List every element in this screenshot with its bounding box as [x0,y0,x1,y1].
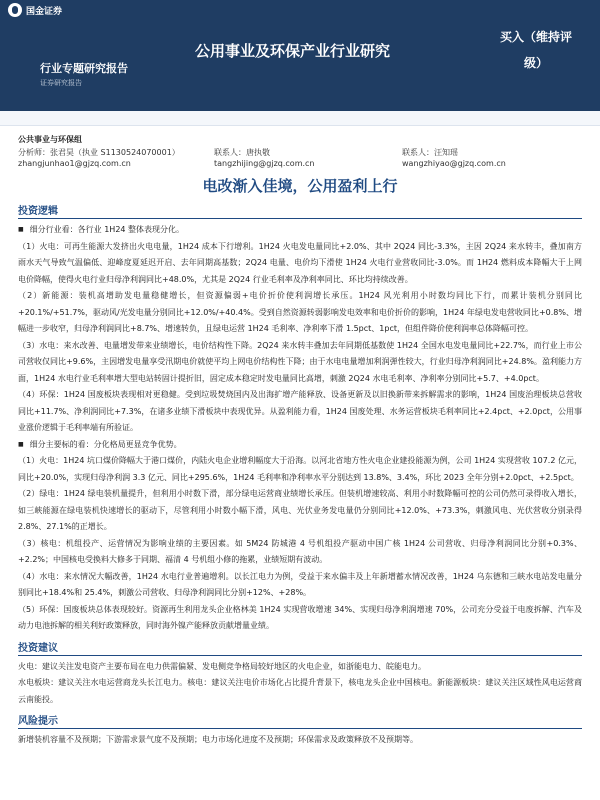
report-category: 行业专题研究报告 [40,62,128,75]
rating-line-2: 级） [523,56,548,70]
logo-icon [8,3,22,17]
analyst-email[interactable]: zhangjunhao1@gjzq.com.cn [18,159,131,168]
rating-badge [480,24,592,76]
report-headline: 电改渐入佳境，公用盈利上行 [202,177,398,195]
report-title: 公用事业及环保产业行业研究 [195,42,391,60]
analyst-3 [402,147,582,168]
analyst-label: 分析师：张君昊（执业 S1130524070001） [18,148,180,157]
analyst-email[interactable]: tangzhijing@gjzq.com.cn [214,159,315,168]
banner-divider [0,111,600,126]
paragraph: （1）火电：可再生能源大发挤出火电电量，1H24 成本下行增利。1H24 火电发电量同比+2.0%、其中 2Q24 同比-3.3%，主因 2Q24 来水转丰，叠加南方雨水天气导致气温偏低、迎峰度夏延迟开启、去年同期高基数；2Q24 电量、电价均下滑使 1H24 火电行业营收同比-3.0%。而 1H24 燃料成本降幅大于上网电价降幅，使得火电行业归母净利润同比+48.0%，尤其是 2Q24 行业毛利率及净利率同比、环比均持续改善。 [18,241,582,284]
report-banner [0,0,600,111]
section-title-logic: 投资逻辑 [18,202,582,219]
report-subcategory: 证券研究报告 [40,79,82,87]
paragraph: （2）新能源：装机高增助发电量稳健增长，但资源偏弱+电价折价使利润增长承压。1H24 风光利用小时数均同比下行，而累计装机分别同比+20.1%/+51.7%，驱动风/光发电量分别同比+12.0%/+40.4%。受到自然资源转弱影响发电效率和电价折价的影响，1H24 年绿电发电营收同比+0.8%、增幅进一步收窄，归母净利润同比+8.7%、增速转负，且绿电运营 1H24 毛利率、净利率下滑 1.5pct、1pct，但组件降价使利润率总体降幅可控。 [18,291,582,333]
bullet-paragraph: ■ 细分主要标的看：分化格局更显竞争优势。 [18,437,582,454]
paragraph: （5）环保：国废板块总体表现较好。资源再生利用龙头企业格林美 1H24 实现营收增速 34%、实现归母净利润增速 70%，公司充分受益于电废拆解、汽车及动力电池拆解的相关利好政策释放，同时海外镍产能释放贡献增量业绩。 [18,604,582,630]
paragraph: （3）水电：来水改善、电量增发带来业绩增长，电价结构性下降。2Q24 来水转丰叠加去年同期低基数使 1H24 全国水电发电量同比+22.7%，而行业上市公司营收仅同比+9.6%，主因增发电量享受汛期电价就使平均上网电价结构性下降；由于水电电量增加利润弹性较大，行业归母净利润同比+24.8%。盈利能力方面，1H24 水电行业毛利率增大型电站转固计提折旧，固定成本稳定时发电量同比高增，刺激 2Q24 水电毛利率、净利率分别同比+5.7、+4.0pct。 [18,340,582,383]
analyst-label: 联系人：唐执敬 [214,148,270,157]
analyst-block [18,147,582,168]
bullet-paragraph: ■ 细分行业看：各行业 1H24 整体表现分化。 [18,222,582,239]
paragraph: （3）核电：机组投产、运营情况为影响业绩的主要因素。如 5M24 防城港 4 号机组投产驱动中国广核 1H24 公司营收、归母净利润同比分别+0.3%、+2.2%；中国核电受换料大修多于同期、福清 4 号机组小修的拖累，业绩短期有波动。 [18,538,582,564]
paragraph: 水电板块：建议关注水电运营商龙头长江电力。核电：建议关注电价市场化占比提升背景下，核电龙头企业中国核电。新能源板块：建议关注区域性风电运营商云南能投。 [18,678,582,704]
analyst-1 [18,147,214,168]
section-title-risk: 风险提示 [18,712,582,729]
section-title-advice: 投资建议 [18,639,582,656]
industry-group: 公共事业与环保组 [18,135,82,144]
paragraph: （4）环保：1H24 国废板块表现相对更稳健。受到垃圾焚烧国内及出海扩增产能释放、设备更新及以旧换新带来拆解需求的影响，1H24 国废治理板块总营收同比+11.7%、净利润同比+7.3%，在诸多业绩下滑板块中表现优异。从盈利能力看，1H24 国废处理、水务运营板块毛利率同比+2.4pct、+2.0pct，公用事业涨价逻辑于毛利率端有所验证。 [18,390,582,432]
logo-text: 国金证券 [26,6,63,17]
report-body [0,126,600,749]
analyst-email[interactable]: wangzhiyao@gjzq.com.cn [402,159,506,168]
paragraph: （2）绿电：1H24 绿电装机量提升，但利用小时数下滑，部分绿电运营商业绩增长承压。但装机增速较高、利用小时数降幅可控的公司仍然可录得收入增长，如三峡能源在绿电装机快速增长的驱动下，尽管利用小时数小幅下滑，风电、光伏业务发电量仍分别同比+12.0%、+73.3%，刺激风电、光伏营收分别录得 2.8%、27.1%的正增长。 [18,489,582,531]
analyst-label: 联系人：汪知瑶 [402,148,458,157]
broker-logo [8,3,62,17]
paragraph: 火电：建议关注发电资产主要布局在电力供需偏紧、发电侧竞争格局较好地区的火电企业，如浙能电力、皖能电力。 [18,661,426,671]
analyst-2 [214,147,402,168]
paragraph: （4）水电：来水情况大幅改善，1H24 水电行业普遍增利。以长江电力为例，受益于来水偏丰及上年新增蓄水情况改善，1H24 乌东德和三峡水电站发电量分别同比+18.4%和 25.4%，刺激公司营收、归母净利润同比分别+12%、+28%。 [18,571,582,597]
paragraph: 新增装机容量不及预期；下游需求景气度不及预期；电力市场化进度不及预期；环保需求及政策释放不及预期等。 [18,735,418,744]
rating-line-1: 买入（维持评 [499,30,572,44]
paragraph: （1）火电：1H24 坑口煤价降幅大于港口煤价，内陆火电企业增利幅度大于沿海。以河北省地方性火电企业建投能源为例，公司 1H24 实现营收 107.2 亿元，同比+20.0%，实现归母净利润 3.3 亿元、同比+295.6%，1H24 毛利率和净利率水平分别达到 13.8%、3.4%，环比 2023 全年分别+2.0pct、+2.5pct。 [18,456,582,482]
